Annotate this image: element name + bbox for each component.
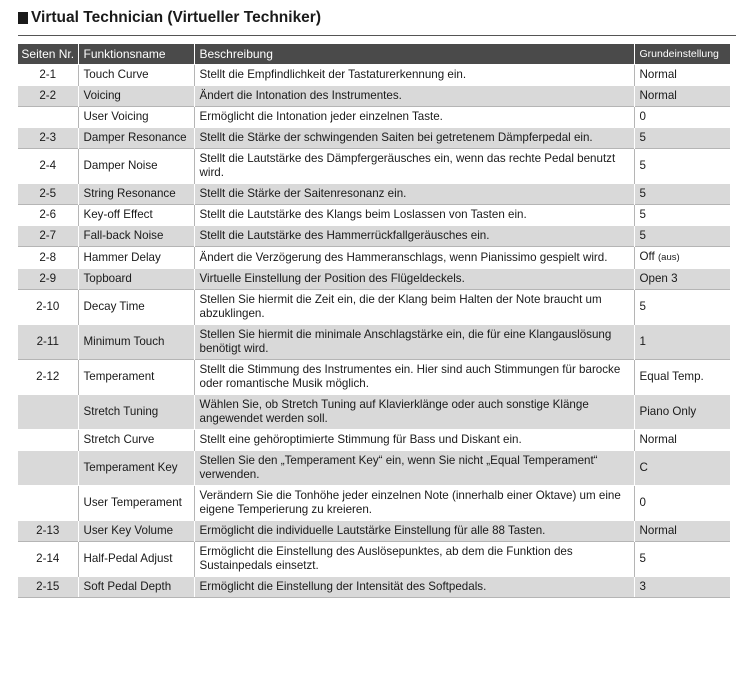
description-cell: Stellen Sie hiermit die Zeit ein, die der Klang beim Halten der Note braucht um abzuklingen.	[194, 290, 634, 325]
default-value: Off	[639, 250, 655, 263]
function-name-cell: Stretch Tuning	[78, 395, 194, 430]
table-row	[18, 542, 730, 577]
function-name-cell: Fall-back Noise	[78, 226, 194, 247]
table-row	[18, 577, 730, 598]
function-name-cell: Voicing	[78, 86, 194, 107]
function-name-cell: User Voicing	[78, 107, 194, 128]
table-row	[18, 65, 730, 86]
table-row	[18, 128, 730, 149]
table-row	[18, 107, 730, 128]
description-cell: Stellen Sie hiermit die minimale Anschlagstärke ein, die für eine Klangauslösung benötigt wird.	[194, 325, 634, 360]
default-setting-cell: Open 3	[634, 269, 730, 290]
default-setting-cell: 5	[634, 205, 730, 226]
table-row	[18, 451, 730, 486]
page-number-cell: 2-15	[18, 577, 78, 598]
table-row	[18, 226, 730, 247]
function-name-cell: Stretch Curve	[78, 430, 194, 451]
function-name-cell: Soft Pedal Depth	[78, 577, 194, 598]
page-number-cell: 2-13	[18, 521, 78, 542]
function-name-cell: Decay Time	[78, 290, 194, 325]
table-row	[18, 395, 730, 430]
square-bullet-icon	[18, 12, 28, 24]
description-cell: Verändern Sie die Tonhöhe jeder einzelnen Note (innerhalb einer Oktave) um eine eigene Temperierung zu kreieren.	[194, 486, 634, 521]
page-number-cell: 2-4	[18, 149, 78, 184]
default-setting-cell: 0	[634, 486, 730, 521]
page-number-cell: 2-10	[18, 290, 78, 325]
table-body	[18, 65, 730, 598]
default-setting-cell: Equal Temp.	[634, 360, 730, 395]
function-name-cell: Topboard	[78, 269, 194, 290]
default-setting-cell: 5	[634, 149, 730, 184]
page-number-cell	[18, 451, 78, 486]
table-row	[18, 184, 730, 205]
table-row	[18, 360, 730, 395]
table-bottom-rule	[18, 597, 730, 598]
table-row	[18, 247, 730, 269]
function-name-cell: String Resonance	[78, 184, 194, 205]
section-title: Virtual Technician (Virtueller Techniker)	[31, 9, 321, 26]
description-cell: Ermöglicht die individuelle Lautstärke Einstellung für alle 88 Tasten.	[194, 521, 634, 542]
page-number-cell: 2-12	[18, 360, 78, 395]
function-name-cell: Key-off Effect	[78, 205, 194, 226]
default-setting-cell: Normal	[634, 65, 730, 86]
page-number-cell: 2-11	[18, 325, 78, 360]
default-setting-cell: Normal	[634, 86, 730, 107]
default-setting-cell	[634, 247, 730, 269]
description-cell: Stellt die Empfindlichkeit der Tastaturerkennung ein.	[194, 65, 634, 86]
page-number-cell	[18, 395, 78, 430]
function-name-cell: Hammer Delay	[78, 247, 194, 269]
default-setting-cell: 0	[634, 107, 730, 128]
table-row	[18, 269, 730, 290]
function-name-cell: Damper Noise	[78, 149, 194, 184]
default-setting-cell: Normal	[634, 521, 730, 542]
default-setting-cell: 5	[634, 290, 730, 325]
page-number-cell: 2-2	[18, 86, 78, 107]
description-cell: Stellt eine gehöroptimierte Stimmung für Bass und Diskant ein.	[194, 430, 634, 451]
function-name-cell: Temperament Key	[78, 451, 194, 486]
description-cell: Stellen Sie den „Temperament Key“ ein, wenn Sie nicht „Equal Temperament“ verwenden.	[194, 451, 634, 486]
description-cell: Stellt die Lautstärke des Hammerrückfallgeräusches ein.	[194, 226, 634, 247]
function-name-cell: Touch Curve	[78, 65, 194, 86]
table-row	[18, 521, 730, 542]
default-setting-cell: Piano Only	[634, 395, 730, 430]
page-number-cell: 2-7	[18, 226, 78, 247]
table-row	[18, 486, 730, 521]
page-number-cell: 2-5	[18, 184, 78, 205]
header-page-number: Seiten Nr.	[18, 44, 78, 65]
page-number-cell: 2-1	[18, 65, 78, 86]
table-row	[18, 325, 730, 360]
page-number-cell: 2-9	[18, 269, 78, 290]
page-number-cell: 2-14	[18, 542, 78, 577]
table-row	[18, 290, 730, 325]
default-setting-cell: 5	[634, 542, 730, 577]
page-number-cell	[18, 486, 78, 521]
page-number-cell: 2-8	[18, 247, 78, 269]
default-setting-cell: Normal	[634, 430, 730, 451]
description-cell: Stellt die Stärke der schwingenden Saiten bei getretenem Dämpferpedal ein.	[194, 128, 634, 149]
description-cell: Ermöglicht die Einstellung des Auslösepunktes, ab dem die Funktion des Sustainpedals einsetzt.	[194, 542, 634, 577]
page-number-cell	[18, 107, 78, 128]
table-row	[18, 86, 730, 107]
table-row	[18, 149, 730, 184]
function-name-cell: Half-Pedal Adjust	[78, 542, 194, 577]
default-setting-cell: 5	[634, 226, 730, 247]
table-row	[18, 430, 730, 451]
table-row	[18, 205, 730, 226]
page-number-cell: 2-3	[18, 128, 78, 149]
description-cell: Wählen Sie, ob Stretch Tuning auf Klavierklänge oder auch sonstige Klänge angewendet werden soll.	[194, 395, 634, 430]
section-header	[18, 6, 736, 30]
function-name-cell: User Temperament	[78, 486, 194, 521]
function-name-cell: Damper Resonance	[78, 128, 194, 149]
description-cell: Stellt die Lautstärke des Dämpfergeräusches ein, wenn das rechte Pedal benutzt wird.	[194, 149, 634, 184]
page-number-cell	[18, 430, 78, 451]
table-header-row	[18, 44, 730, 65]
description-cell: Ermöglicht die Einstellung der Intensität des Softpedals.	[194, 577, 634, 598]
header-default-setting: Grundeinstellung	[634, 44, 730, 65]
default-setting-cell: 5	[634, 184, 730, 205]
default-value-note: (aus)	[658, 252, 680, 263]
default-setting-cell: 5	[634, 128, 730, 149]
description-cell: Ändert die Verzögerung des Hammeranschlags, wenn Pianissimo gespielt wird.	[194, 247, 634, 269]
default-setting-cell: C	[634, 451, 730, 486]
header-function-name: Funktionsname	[78, 44, 194, 65]
page-number-cell: 2-6	[18, 205, 78, 226]
description-cell: Virtuelle Einstellung der Position des Flügeldeckels.	[194, 269, 634, 290]
description-cell: Stellt die Stärke der Saitenresonanz ein.	[194, 184, 634, 205]
description-cell: Ermöglicht die Intonation jeder einzelnen Taste.	[194, 107, 634, 128]
function-name-cell: Minimum Touch	[78, 325, 194, 360]
description-cell: Stellt die Stimmung des Instrumentes ein. Hier sind auch Stimmungen für barocke oder romantische Musik möglich.	[194, 360, 634, 395]
function-name-cell: User Key Volume	[78, 521, 194, 542]
header-description: Beschreibung	[194, 44, 634, 65]
title-divider	[18, 35, 736, 36]
function-name-cell: Temperament	[78, 360, 194, 395]
default-setting-cell: 1	[634, 325, 730, 360]
description-cell: Stellt die Lautstärke des Klangs beim Loslassen von Tasten ein.	[194, 205, 634, 226]
functions-table	[18, 44, 730, 597]
default-setting-cell: 3	[634, 577, 730, 598]
description-cell: Ändert die Intonation des Instrumentes.	[194, 86, 634, 107]
